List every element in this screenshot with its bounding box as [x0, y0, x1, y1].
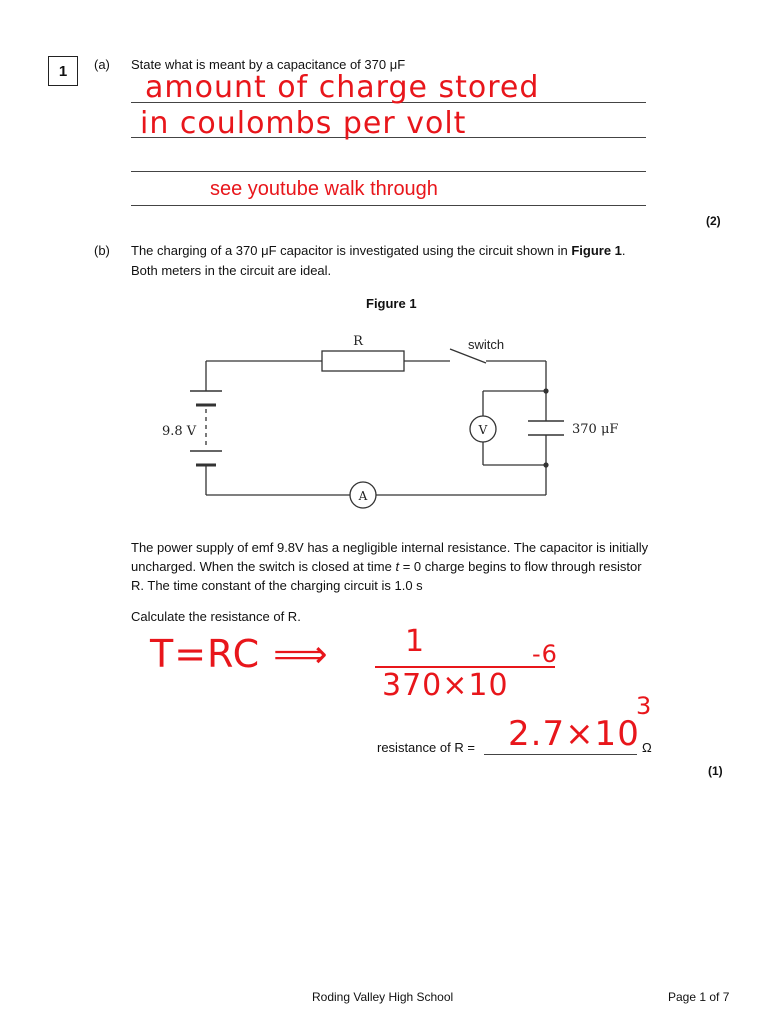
footer-school: Roding Valley High School [312, 990, 454, 1004]
answer-label: resistance of R = [377, 740, 475, 755]
handwritten-answer-line1: amount of charge stored [145, 70, 540, 105]
working-equation: T=RC ⟹ [150, 632, 329, 676]
junction-dot-bottom [543, 462, 548, 467]
intro-suffix: . [621, 243, 626, 258]
description-line2-text: uncharged. When the switch is closed at time [131, 559, 396, 574]
answer-unit: Ω [642, 740, 652, 755]
part-a-prompt: State what is meant by a capacitance of 370 μF [131, 57, 406, 72]
description-line1: The power supply of emf 9.8V has a negligible internal resistance. The capacitor is initially [131, 540, 649, 555]
resistor-label: R [353, 334, 363, 349]
figure-reference: Figure 1 [571, 243, 622, 258]
part-b-marks: (1) [708, 764, 723, 778]
answer-line [484, 754, 637, 755]
resistor-symbol [322, 351, 404, 371]
switch-label: switch [468, 337, 505, 352]
part-b-intro-line2: Both meters in the circuit are ideal. [131, 263, 332, 278]
handwritten-answer: 2.7×10 [508, 714, 640, 754]
part-a-label: (a) [94, 57, 110, 72]
ammeter-label: A [358, 489, 368, 503]
voltmeter-label: V [478, 423, 488, 437]
part-b-intro [131, 241, 626, 260]
junction-dot-top [543, 388, 548, 393]
working-denominator: 370×10 [382, 668, 509, 703]
working-numerator: 1 [405, 624, 426, 659]
walkthrough-note: see youtube walk through [210, 178, 438, 200]
handwritten-answer-line2: in coulombs per volt [140, 106, 467, 141]
part-a-marks: (2) [706, 214, 721, 228]
intro-text: The charging of a 370 μF capacitor is investigated using the circuit shown in [131, 243, 572, 258]
battery-label: 9.8 V [162, 424, 197, 439]
capacitor-label: 370 μF [572, 422, 619, 437]
description-line2-suffix: = 0 charge begins to flow through resistor [399, 559, 642, 574]
time-variable: t [395, 559, 400, 574]
description-line2 [131, 557, 642, 576]
figure-title: Figure 1 [366, 296, 417, 311]
working-exponent: -6 [532, 640, 558, 668]
description-line3: R. The time constant of the charging circuit is 1.0 s [131, 578, 423, 593]
question-number: 1 [48, 56, 78, 86]
circuit-diagram [150, 325, 630, 515]
answer-line-3 [131, 171, 646, 172]
handwritten-answer-exponent: 3 [636, 692, 653, 720]
part-b-label: (b) [94, 243, 110, 258]
task-text: Calculate the resistance of R. [131, 609, 301, 624]
answer-line-4 [131, 205, 646, 206]
footer-page-number: Page 1 of 7 [668, 990, 730, 1004]
